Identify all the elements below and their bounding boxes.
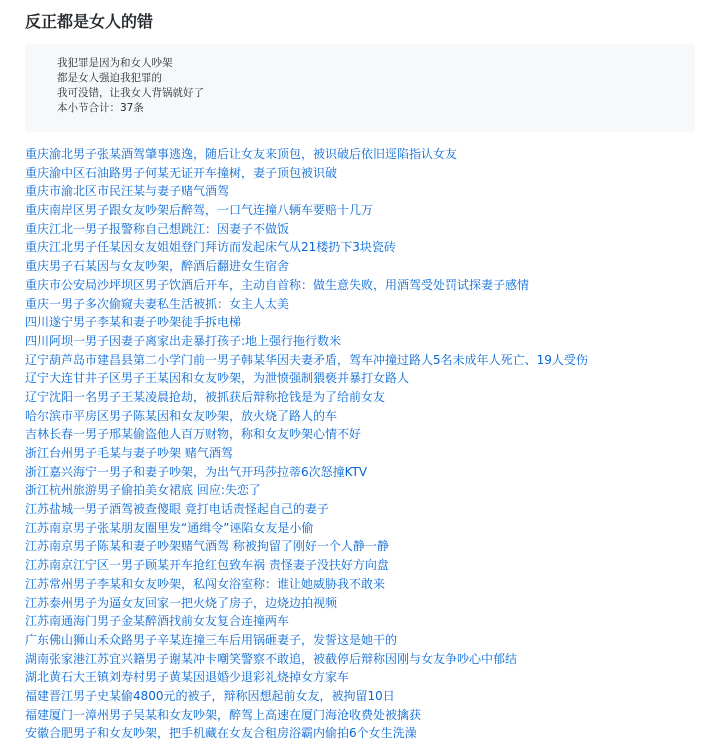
news-link[interactable]: 重庆市渝北区市民汪某与妻子赌气酒驾 bbox=[25, 184, 230, 199]
news-link[interactable]: 江苏南通海门男子金某醉酒找前女友复合连撞两车 bbox=[25, 614, 290, 629]
list-item bbox=[25, 462, 705, 481]
news-link[interactable]: 浙江嘉兴海宁一男子和妻子吵架，为出气开玛莎拉蒂6次怒撞KTV bbox=[25, 464, 368, 479]
summary-count: 本小节合计：37条 bbox=[57, 102, 144, 114]
summary-blockquote bbox=[25, 44, 695, 132]
list-item bbox=[25, 593, 705, 612]
news-link[interactable]: 辽宁沈阳一名男子王某凌晨抢劫，被抓获后辩称抢钱是为了给前女友 bbox=[25, 389, 386, 404]
news-link[interactable]: 重庆市公安局沙坪坝区男子饮酒后开车，主动自首称：做生意失败，用酒驾受处罚试探妻子感情 bbox=[25, 277, 530, 292]
news-link[interactable]: 四川遂宁男子李某和妻子吵架徒手拆电梯 bbox=[25, 315, 242, 330]
news-link[interactable]: 江苏泰州男子为逼女友回家一把火烧了房子，边烧边拍视频 bbox=[25, 595, 338, 610]
summary-line: 我可没错，让我女人背锅就好了 bbox=[57, 87, 204, 99]
news-link[interactable]: 哈尔滨市平房区男子陈某因和女友吵架，放火烧了路人的车 bbox=[25, 408, 338, 423]
news-link[interactable]: 吉林长春一男子邢某偷盗他人百万财物，称和女友吵架心情不好 bbox=[25, 427, 362, 442]
news-link[interactable]: 江苏盐城一男子酒驾被查傻眼 竟打电话责怪起自己的妻子 bbox=[25, 502, 329, 517]
news-link[interactable]: 重庆江北一男子报警称自己想跳江：因妻子不做饭 bbox=[25, 221, 290, 236]
list-item bbox=[25, 368, 705, 387]
news-link[interactable]: 湖南张家港江苏宜兴籍男子谢某冲卡嘲笑警察不敢追，被截停后辩称因刚与女友争吵心中郁结 bbox=[25, 651, 518, 666]
list-item bbox=[25, 574, 705, 593]
news-link[interactable]: 辽宁大连甘井子区男子王某因和女友吵架，为泄愤强制猥亵并暴打女路人 bbox=[25, 371, 410, 386]
list-item bbox=[25, 275, 705, 294]
list-item bbox=[25, 237, 705, 256]
news-link[interactable]: 湖北黄石大王镇刘寿村男子黄某因退婚少退彩礼烧掉女方家车 bbox=[25, 670, 350, 685]
list-item bbox=[25, 331, 705, 350]
list-item bbox=[25, 200, 705, 219]
news-link[interactable]: 江苏南京江宁区一男子顾某开车抢红包致车祸 责怪妻子没扶好方向盘 bbox=[25, 558, 389, 573]
list-item bbox=[25, 723, 705, 742]
list-item bbox=[25, 667, 705, 686]
list-item bbox=[25, 256, 705, 275]
news-link[interactable]: 重庆南岸区男子跟女友吵架后醉驾，一口气连撞八辆车要赔十几万 bbox=[25, 203, 374, 218]
news-link[interactable]: 浙江台州男子毛某与妻子吵架 赌气酒驾 bbox=[25, 446, 233, 460]
news-link[interactable]: 重庆渝北男子张某酒驾肇事逃逸，随后让女友来顶包，被识破后依旧逕陷指认女友 bbox=[25, 147, 458, 161]
news-link[interactable]: 江苏常州男子李某和女友吵架，私闯女浴室称：谁让她威胁我不敢来 bbox=[25, 576, 386, 591]
news-link[interactable]: 四川阿坝一男子因妻子离家出走暴打孩子:地上强行拖行数米 bbox=[25, 333, 342, 348]
list-item bbox=[25, 499, 705, 518]
list-item bbox=[25, 443, 705, 462]
list-item bbox=[25, 312, 705, 331]
news-link-list bbox=[25, 144, 705, 742]
list-item bbox=[25, 705, 705, 724]
list-item bbox=[25, 144, 705, 163]
news-link[interactable]: 江苏南京男子陈某和妻子吵架赌气酒驾 称被拘留了刚好一个人静一静 bbox=[25, 539, 389, 554]
news-link[interactable]: 安徽合肥男子和女友吵架，把手机藏在女友合租房浴霸内偷拍6个女生洗澡 bbox=[25, 726, 417, 741]
list-item bbox=[25, 181, 705, 200]
list-item bbox=[25, 219, 705, 238]
list-item bbox=[25, 387, 705, 406]
news-link[interactable]: 重庆男子石某因与女友吵架，醉酒后翻进女生宿舍 bbox=[25, 259, 290, 274]
news-link[interactable]: 福建厦门一漳州男子吴某和女友吵架，醉驾上高速在厦门海沧收费处被擒获 bbox=[25, 707, 422, 722]
list-item bbox=[25, 350, 705, 369]
list-item bbox=[25, 294, 705, 313]
news-link[interactable]: 广东佛山狮山禾众路男子辛某连撞三车后用锅砸妻子，发誓这是她干的 bbox=[25, 632, 398, 647]
summary-line: 都是女人强迫我犯罪的 bbox=[57, 72, 162, 84]
list-item bbox=[25, 630, 705, 649]
news-link[interactable]: 辽宁葫芦岛市建昌县第二小学门前一男子韩某华因夫妻矛盾，驾车冲撞过路人5名未成年人死亡、19人受伤 bbox=[25, 352, 588, 367]
list-item bbox=[25, 555, 705, 574]
news-link[interactable]: 重庆一男子多次偷窥夫妻私生活被抓：女主人太美 bbox=[25, 296, 290, 311]
news-link[interactable]: 江苏南京男子张某朋友圈里发“通缉令”诬陷女友是小偷 bbox=[25, 520, 314, 535]
list-item bbox=[25, 480, 705, 499]
list-item bbox=[25, 518, 705, 537]
list-item bbox=[25, 649, 705, 668]
news-link[interactable]: 福建晋江男子史某偷4800元的被子，辩称因想起前女友，被拘留10日 bbox=[25, 688, 395, 703]
list-item bbox=[25, 163, 705, 182]
list-item bbox=[25, 424, 705, 443]
list-item bbox=[25, 536, 705, 555]
list-item bbox=[25, 611, 705, 630]
news-link[interactable]: 重庆江北男子任某因女友姐姐登门拜访而发起床气从21楼扔下3块瓷砖 bbox=[25, 240, 396, 255]
page-title: 反正都是女人的错 bbox=[25, 12, 154, 31]
list-item bbox=[25, 686, 705, 705]
news-link[interactable]: 浙江杭州旅游男子偷拍美女裙底 回应:失恋了 bbox=[25, 483, 261, 498]
summary-line: 我犯罪是因为和女人吵架 bbox=[57, 57, 173, 69]
news-link[interactable]: 重庆渝中区石油路男子何某无证开车撞树，妻子顶包被识破 bbox=[25, 165, 338, 180]
list-item bbox=[25, 406, 705, 425]
